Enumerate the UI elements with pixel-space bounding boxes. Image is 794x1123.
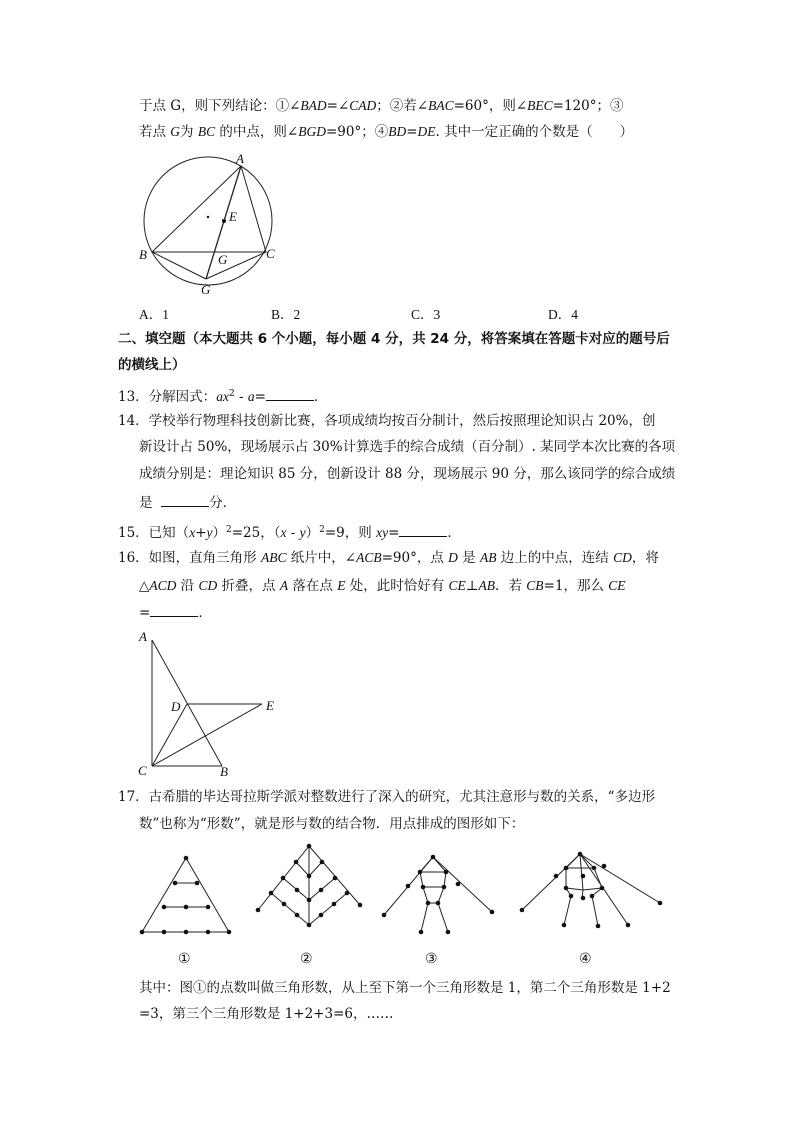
label-e: E	[266, 698, 274, 713]
q12-option-c: C．3	[411, 307, 441, 322]
caption-figure-4: ④	[579, 951, 592, 967]
figure-pentagon-dots	[382, 855, 495, 935]
figure-hexagon-dots	[520, 852, 663, 929]
caption-figure-1: ①	[178, 951, 191, 967]
label-b: B	[139, 247, 147, 262]
label-d: D	[171, 699, 181, 714]
label-g-inner: G	[218, 252, 228, 267]
figure-pentagon	[384, 857, 492, 932]
q17-line3: 其中：图①的点数叫做三角形数，从上至下第一个三角形数是 1，第二个三角形数是 1+2	[139, 980, 671, 996]
caption-figure-3: ③	[425, 951, 438, 967]
q14-line3: 成绩分别是：理论知识 85 分，创新设计 88 分，现场展示 90 分，那么该同学的综合成绩	[139, 466, 676, 482]
figure-hexagon	[522, 854, 660, 926]
q12-option-b: B．2	[271, 307, 301, 322]
q12-line2: 若点 G为 BC 的中点，则∠BGD=90°；④BD=DE. 其中一定正确的个数是（ ）	[139, 124, 634, 140]
figure-square	[258, 846, 360, 925]
q16-line2: △ACD 沿 CD 折叠，点 A 落在点 E 处，此时恰好有 CE⊥AB．若 CB=1，那么 CE	[139, 578, 626, 594]
label-c: C	[266, 246, 275, 261]
q17-line4: =3，第三个三角形数是 1+2+3=6，……	[139, 1006, 394, 1022]
section2-title-line1: 二、填空题（本大题共 6 个小题，每小题 4 分，共 24 分，将答案填在答题卡对应的题号后	[118, 331, 670, 347]
section2-title-line2: 的横线上）	[118, 357, 186, 373]
caption-figure-2: ②	[300, 951, 313, 967]
figure-triangle	[142, 858, 229, 932]
label-e: E	[229, 209, 237, 224]
label-c: C	[138, 763, 147, 778]
label-a: A	[236, 151, 244, 166]
q16-line1: 16．如图，直角三角形 ABC 纸片中，∠ACB=90°，点 D 是 AB 边上的中点，连结 CD，将	[118, 550, 659, 566]
label-b: B	[220, 764, 228, 779]
figure-triangle-dots	[140, 856, 232, 935]
q12-line1: 于点 G，则下列结论：①∠BAD=∠CAD；②若∠BAC=60°，则∠BEC=120°；③	[139, 98, 624, 114]
q14-line2: 新设计占 50%，现场展示占 30%计算选手的综合成绩（百分制）. 某同学本次比赛的各项	[139, 439, 676, 455]
q13: 13．分解因式：$ax^2 - a=$ ．	[118, 389, 328, 405]
q14-line1: 14．学校举行物理科技创新比赛，各项成绩均按百分制计，然后按照理论知识占 20%，创	[118, 413, 656, 429]
q15: 15．已知$(x+y)^2=25$，（x - y）$^2$=9，则 xy= ．	[118, 525, 461, 541]
q12-option-d: D．4	[548, 307, 578, 322]
label-a: A	[139, 629, 147, 644]
q12-option-a: A．1	[139, 307, 169, 322]
q17-line2: 数”也称为“形数”，就是形与数的结合物．用点排成的图形如下：	[139, 816, 525, 832]
q16-line3: = ．	[139, 605, 212, 621]
q14-line4: 是 分．	[139, 495, 237, 511]
label-g: G	[201, 282, 211, 297]
q17-line1: 17．古希腊的毕达哥拉斯学派对整数进行了深入的研究，尤其注意形与数的关系，“多边形	[118, 789, 656, 805]
